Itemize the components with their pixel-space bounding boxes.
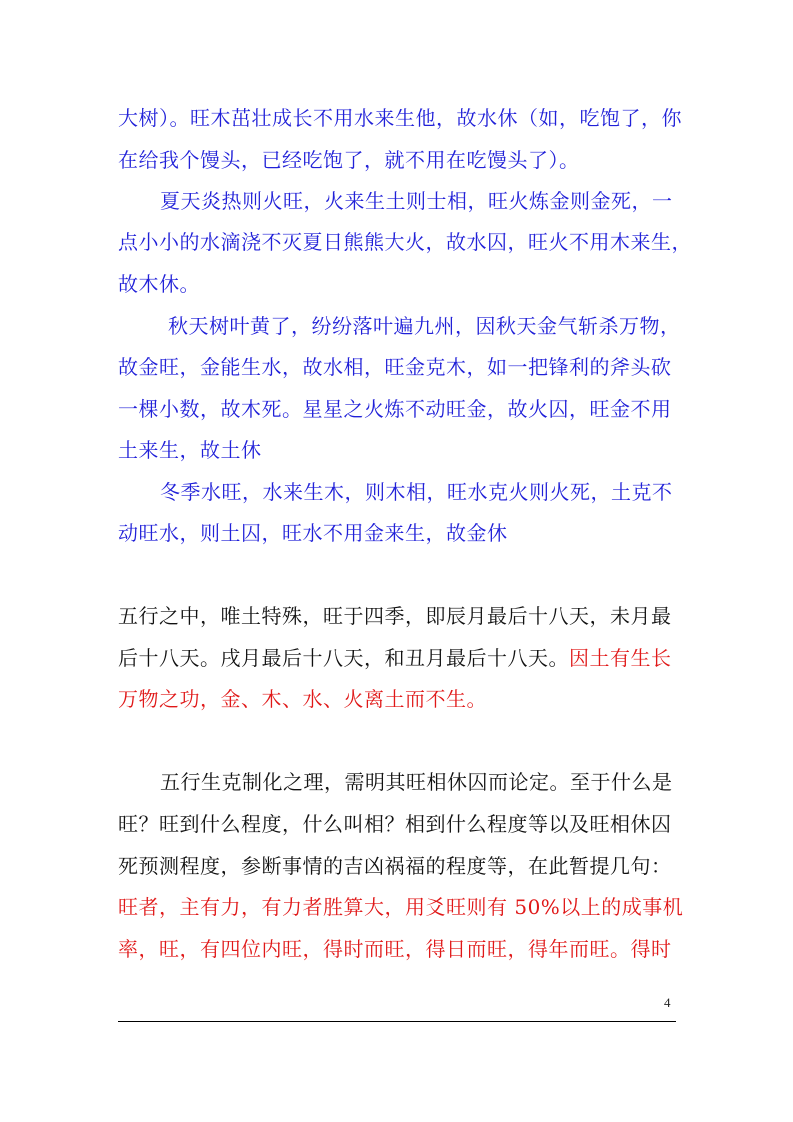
text-line: 动旺水，则土囚，旺水不用金来生，故金休 [118,521,508,545]
text-line: 一棵小数，故木死。星星之火炼不动旺金，故火囚，旺金不用 [118,397,672,421]
text-line: 死预测程度，参断事情的吉凶祸福的程度等，在此暂提几句： [118,854,672,878]
text-line: 在给我个馒头，已经吃饱了，就不用在吃馒头了）。 [118,148,580,172]
text-line: 点小小的水滴浇不灭夏日熊熊大火，故水囚，旺火不用木来生， [118,230,692,254]
text-line: 土来生，故土休 [118,438,262,462]
text-line: 率，旺，有四位内旺，得时而旺，得日而旺，得年而旺。得时 [118,937,672,961]
highlight-span: 因土有生长 [569,646,672,670]
text-line: 故金旺，金能生水，故水相，旺金克木，如一把锋利的斧头砍 [118,355,672,379]
text-line: 冬季水旺，水来生木，则木相，旺水克火则火死，土克不 [160,480,673,504]
page-number: 4 [664,995,671,1010]
text-line: 万物之功，金、木、水、火离土而不生。 [118,687,487,711]
text-line: 秋天树叶黄了，纷纷落叶遍九州，因秋天金气斩杀万物， [168,314,681,338]
text-line: 旺者，主有力，有力者胜算大，用爻旺则有 50%以上的成事机 [118,895,684,919]
text-line: 五行之中，唯土特殊，旺于四季，即辰月最后十八天，未月最 [118,604,672,628]
text-line: 五行生克制化之理，需明其旺相休囚而论定。至于什么是 [160,770,673,794]
footer-divider [118,1021,676,1022]
text-line: 大树）。旺木茁壮成长不用水来生他，故水休（如，吃饱了，你 [118,106,682,130]
text-line: 故木休。 [118,272,200,296]
text-line-mixed [118,646,672,670]
text-span: 后十八天。戌月最后十八天，和丑月最后十八天。 [118,646,569,670]
text-line: 旺？旺到什么程度，什么叫相？相到什么程度等以及旺相休囚 [118,812,672,836]
text-line: 夏天炎热则火旺，火来生土则士相，旺火炼金则金死，一 [160,189,673,213]
